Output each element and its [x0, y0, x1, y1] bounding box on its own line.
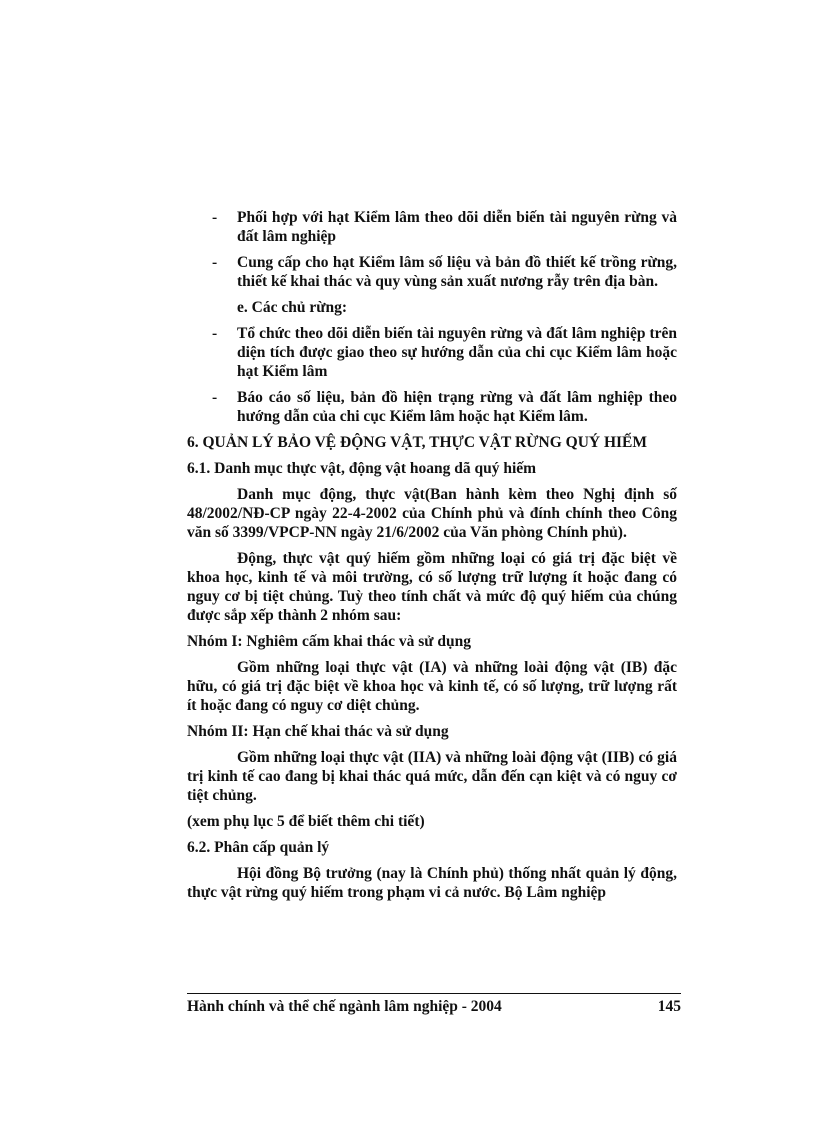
page-footer: [187, 998, 681, 1016]
paragraph: Động, thực vật quý hiếm gồm những loại có giá trị đặc biệt về khoa học, kinh tế và môi trường, có số lượng trữ lượng ít hoặc đang có nguy cơ bị tiệt chủng. Tuỳ theo tính chất và mức độ quý hiếm của chúng được sắp xếp thành 2 nhóm sau:: [187, 550, 677, 624]
paragraph: Gồm những loại thực vật (IA) và những loài động vật (IB) đặc hữu, có giá trị đặc biệt về khoa học và kinh tế, có số lượng, trữ lượng rất ít hoặc đang có nguy cơ diệt chủng.: [187, 659, 677, 714]
paragraph: Hội đồng Bộ trưởng (nay là Chính phủ) thống nhất quản lý động, thực vật rừng quý hiếm trong phạm vi cả nước. Bộ Lâm nghiệp: [187, 865, 677, 901]
list-item-text: Tổ chức theo dõi diễn biến tài nguyên rừng và đất lâm nghiệp trên diện tích được giao theo sự hướng dẫn của chi cục Kiểm lâm hoặc hạt Kiểm lâm: [237, 325, 677, 380]
subheading-e: e. Các chủ rừng:: [237, 299, 348, 316]
list-item: [187, 253, 677, 291]
group-1-heading: Nhóm I: Nghiêm cấm khai thác và sử dụng: [187, 633, 472, 650]
page-number: 145: [657, 998, 681, 1015]
bullet-dash: -: [212, 209, 218, 226]
page-body: [187, 208, 677, 909]
list-item-text: Phối hợp với hạt Kiểm lâm theo dõi diễn biến tài nguyên rừng và đất lâm nghiệp: [237, 209, 677, 245]
bullet-dash: -: [212, 389, 218, 406]
section-6-2-heading: 6.2. Phân cấp quản lý: [187, 839, 330, 856]
section-6-1-heading: 6.1. Danh mục thực vật, động vật hoang dã quý hiếm: [187, 460, 537, 477]
group-2-heading: Nhóm II: Hạn chế khai thác và sử dụng: [187, 723, 449, 740]
list-item-text: Báo cáo số liệu, bản đồ hiện trạng rừng và đất lâm nghiệp theo hướng dẫn của chi cục Kiểm lâm hoặc hạt Kiểm lâm.: [237, 389, 677, 425]
paragraph: Danh mục động, thực vật(Ban hành kèm theo Nghị định số 48/2002/NĐ-CP ngày 22-4-2002 của Chính phủ và đính chính theo Công văn số 3399/VPCP-NN ngày 21/6/2002 của Văn phòng Chính phủ).: [187, 486, 677, 541]
list-item: [187, 388, 677, 426]
footer-rule: [187, 993, 681, 994]
list-item: [187, 324, 677, 381]
list-item: [187, 208, 677, 246]
paragraph: Gồm những loại thực vật (IIA) và những loài động vật (IIB) có giá trị kinh tế cao đang bị khai thác quá mức, dẫn đến cạn kiệt và có nguy cơ tiệt chủng.: [187, 749, 677, 804]
footer-title: Hành chính và thể chế ngành lâm nghiệp - 2004: [187, 998, 502, 1015]
list-item-text: Cung cấp cho hạt Kiểm lâm số liệu và bản đồ thiết kế trồng rừng, thiết kế khai thác và quy vùng sản xuất nương rẫy trên địa bàn.: [237, 254, 677, 290]
bullet-dash: -: [212, 325, 218, 342]
section-6-heading: 6. QUẢN LÝ BẢO VỆ ĐỘNG VẬT, THỰC VẬT RỪNG QUÝ HIẾM: [187, 434, 648, 451]
appendix-note: (xem phụ lục 5 để biết thêm chi tiết): [187, 813, 425, 830]
bullet-dash: -: [212, 254, 218, 271]
